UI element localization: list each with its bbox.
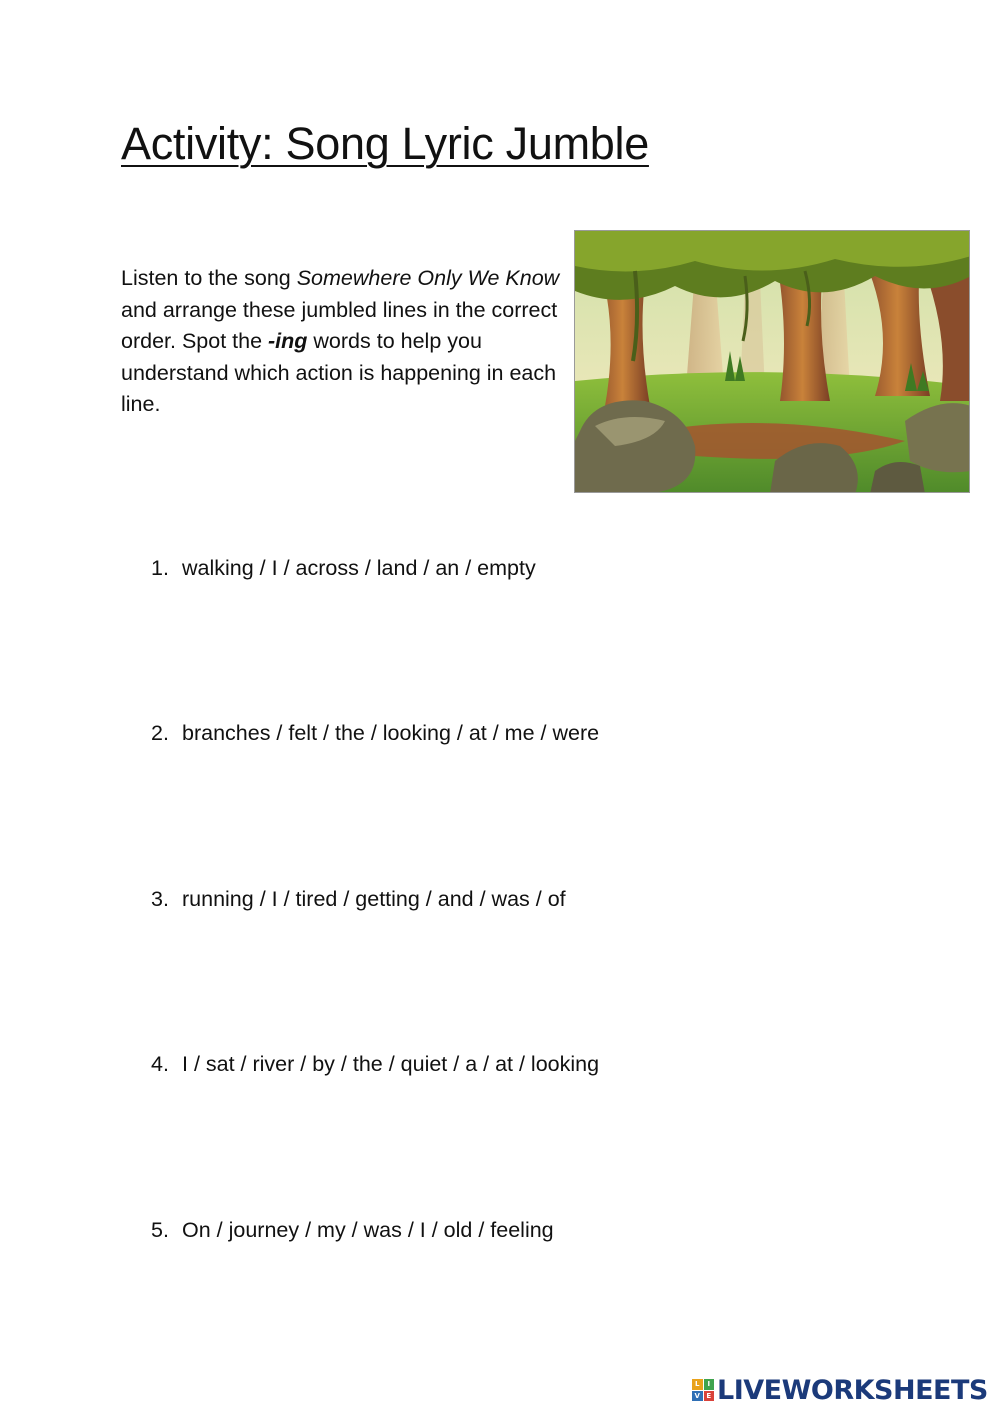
liveworksheets-logo-icon (692, 1379, 714, 1401)
list-item (151, 1052, 599, 1077)
instructions-text-2: and arrange these jumbled lines in the correct order. Spot the (121, 297, 558, 353)
item-number: 2. (151, 721, 169, 745)
item-text: On / journey / my / was / I / old / feeling (182, 1218, 554, 1242)
list-item (151, 887, 566, 912)
list-item (151, 556, 536, 581)
instructions (121, 263, 561, 421)
item-number: 3. (151, 887, 169, 911)
list-item (151, 721, 599, 746)
list-item (151, 1218, 554, 1243)
item-number: 5. (151, 1218, 169, 1242)
brand-name: LIVEWORKSHEETS (717, 1374, 988, 1406)
ing-emphasis: -ing (268, 329, 308, 353)
liveworksheets-brand (692, 1375, 988, 1405)
instructions-text-3: words to help you understand which action is happening in each line. (121, 329, 557, 416)
item-text: I / sat / river / by / the / quiet / a / at / looking (182, 1052, 600, 1076)
item-text: running / I / tired / getting / and / was / of (182, 887, 566, 911)
instructions-text-1: Listen to the song (121, 266, 297, 290)
item-number: 1. (151, 556, 169, 580)
logo-letter: L (692, 1379, 703, 1390)
item-text: branches / felt / the / looking / at / me / were (182, 721, 600, 745)
logo-letter: I (704, 1379, 715, 1390)
logo-letter: E (704, 1391, 715, 1402)
page-title: Activity: Song Lyric Jumble (121, 118, 649, 169)
item-number: 4. (151, 1052, 169, 1076)
logo-letter: V (692, 1391, 703, 1402)
forest-scene-illustration (574, 230, 970, 493)
song-title: Somewhere Only We Know (296, 266, 560, 290)
item-text: walking / I / across / land / an / empty (182, 556, 536, 580)
